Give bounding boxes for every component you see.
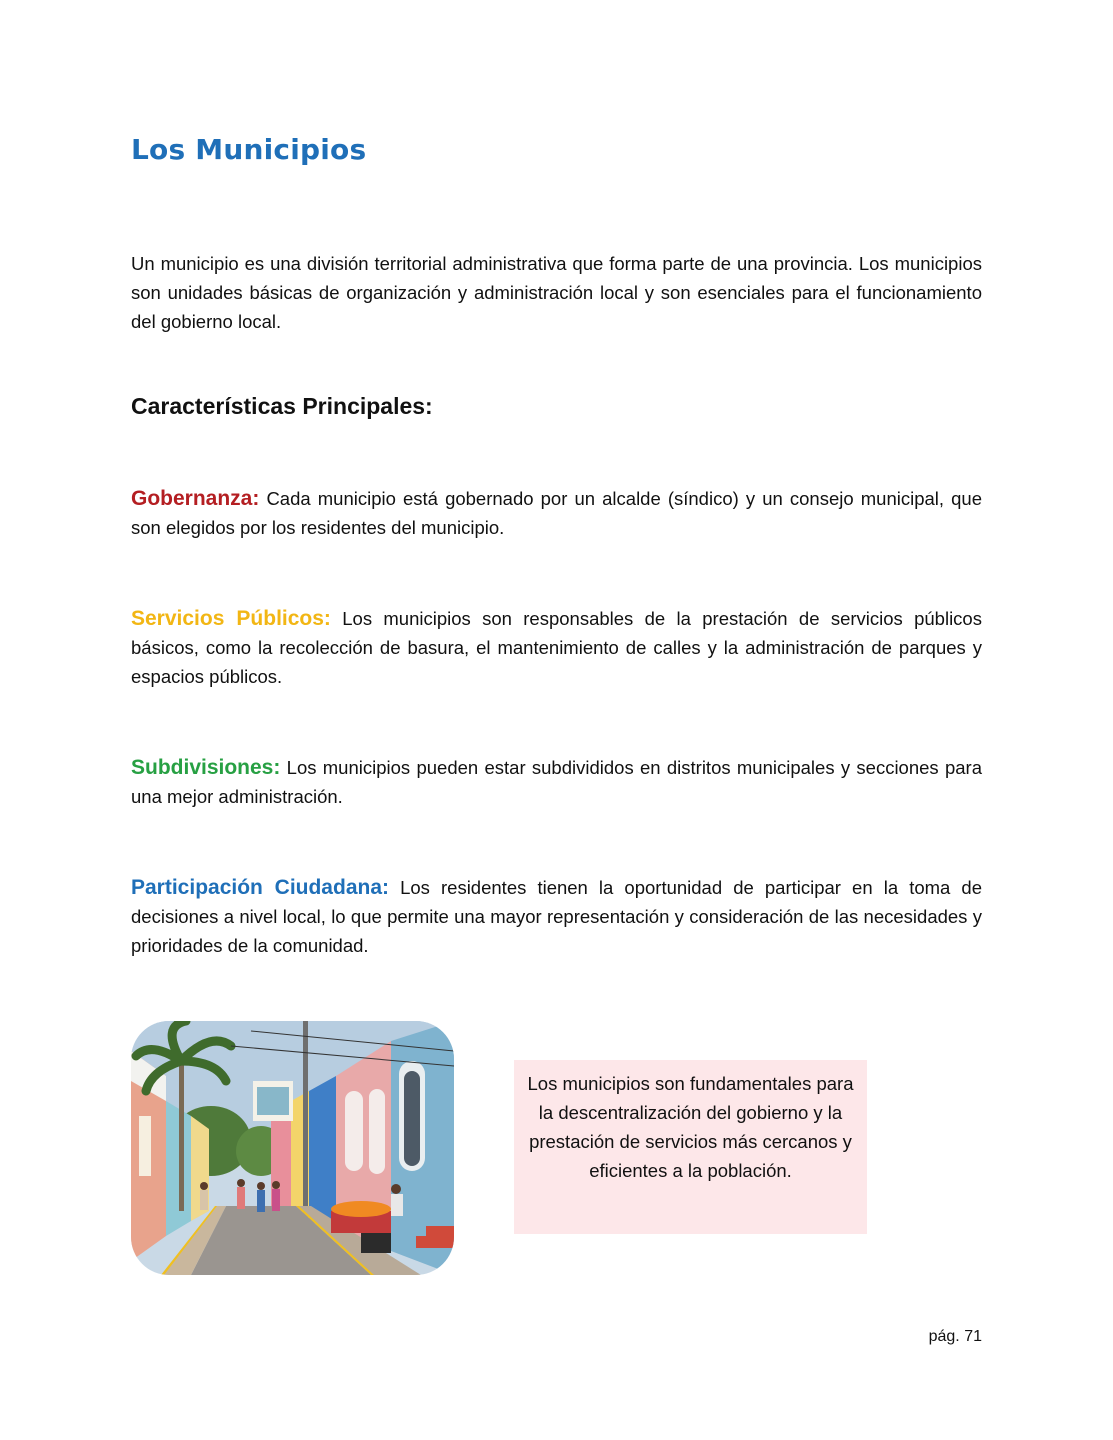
feature-term: Subdivisiones: [131, 756, 281, 779]
callout-box [514, 1060, 867, 1234]
feature-subdivisions [131, 753, 982, 811]
feature-text: Cada municipio está gobernado por un alcalde (síndico) y un consejo municipal, que son elegidos por los residentes del municipio. [131, 488, 982, 538]
callout-text: Los municipios son fundamentales para la descentralización del gobierno y la prestación de servicios más cercanos y eficientes a la población. [527, 1073, 854, 1181]
feature-text: Los residentes tienen la oportunidad de participar en la toma de decisiones a nivel local, lo que permite una mayor representación y consideración de las necesidades y prioridades de la comunidad. [131, 877, 982, 956]
street-scene-illustration [131, 1021, 454, 1275]
feature-text: Los municipios pueden estar subdivididos en distritos municipales y secciones para una mejor administración. [131, 757, 982, 807]
feature-term: Participación Ciudadana: [131, 876, 389, 899]
feature-text: Los municipios son responsables de la prestación de servicios públicos básicos, como la recolección de basura, el mantenimiento de calles y la administración de parques y espacios públicos. [131, 608, 982, 687]
feature-term: Servicios Públicos: [131, 607, 331, 630]
feature-citizen-participation [131, 873, 982, 960]
page-title: Los Municipios [131, 133, 367, 166]
page-number: pág. 71 [928, 1328, 982, 1345]
intro-paragraph: Un municipio es una división territorial administrativa que forma parte de una provincia. Los municipios son unidades básicas de organización y administración local y son esenciales para el funcionamiento del gobierno local. [131, 253, 982, 332]
section-subtitle: Características Principales: [131, 393, 433, 419]
feature-governance [131, 484, 982, 542]
street-photo [131, 1021, 454, 1275]
feature-public-services [131, 604, 982, 691]
feature-term: Gobernanza: [131, 487, 260, 510]
